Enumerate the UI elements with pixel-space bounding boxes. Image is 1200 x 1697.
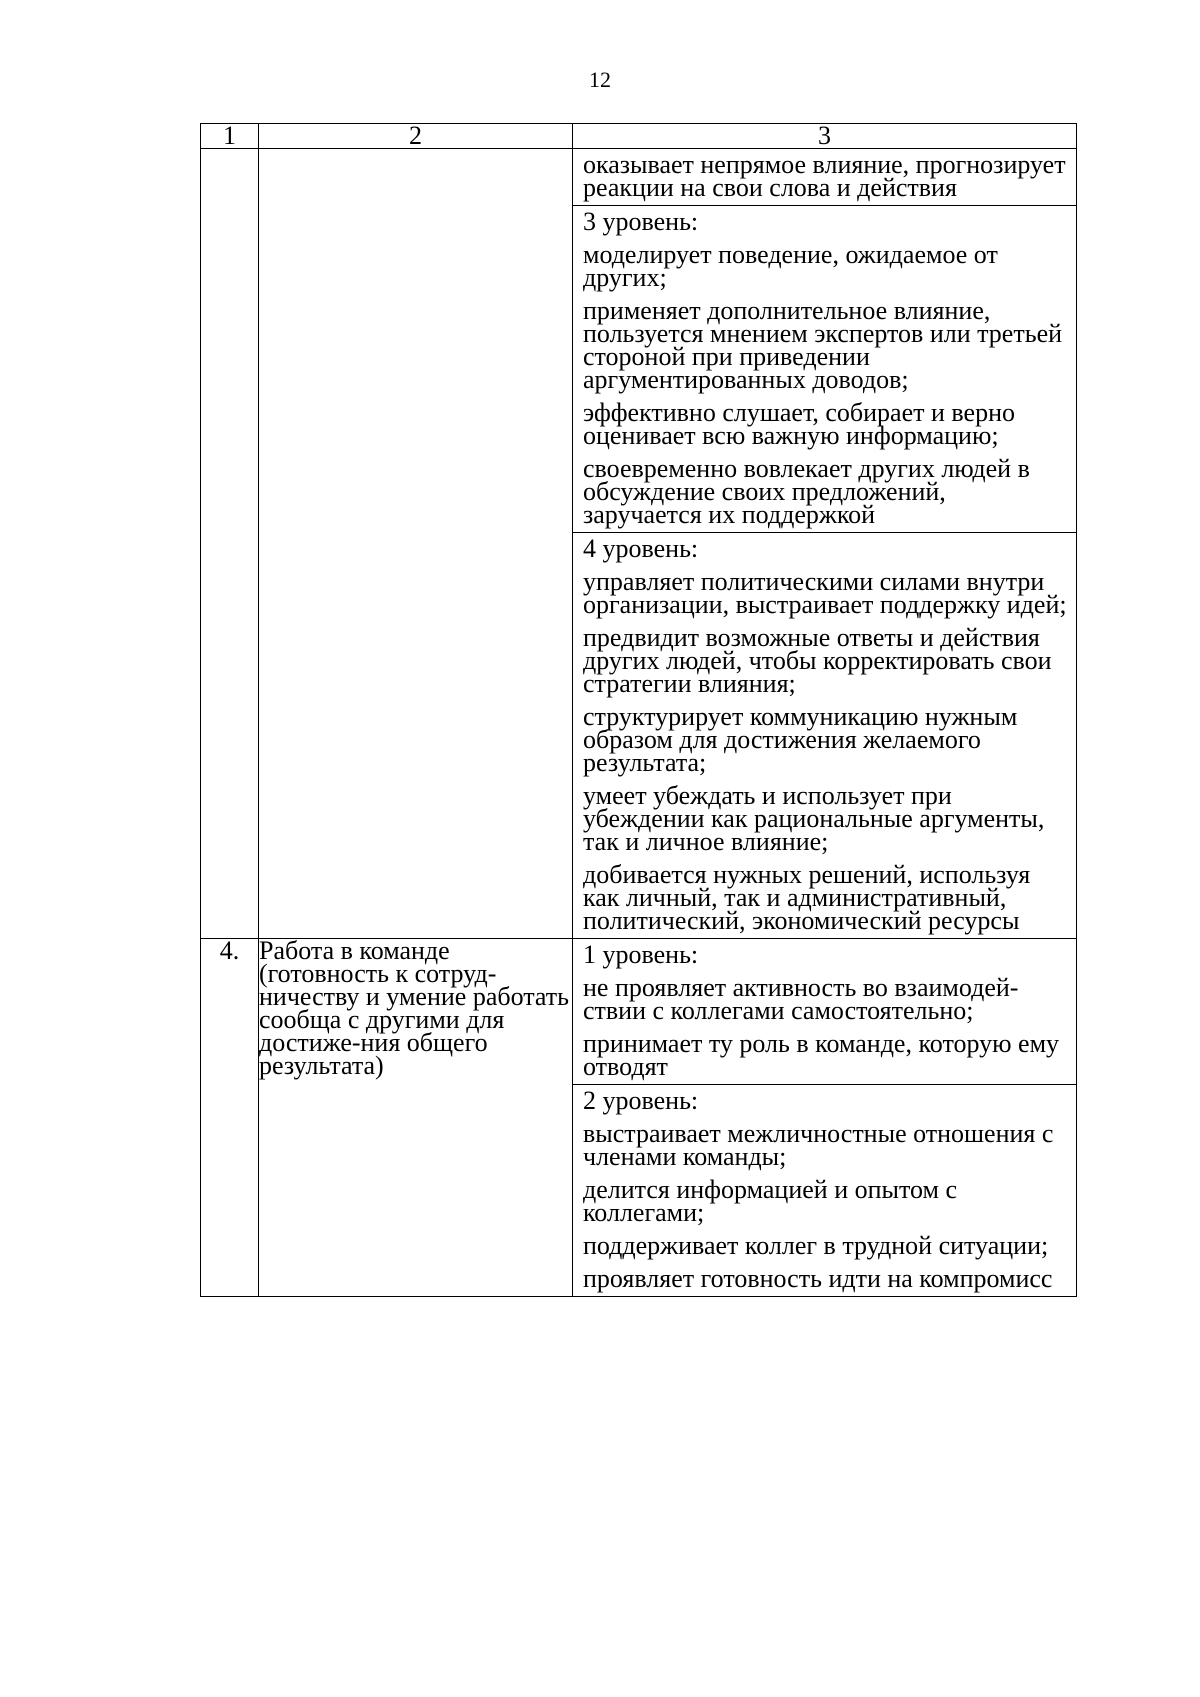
level-item: проявляет готовность идти на компромисс	[583, 1264, 1053, 1293]
competency-table	[200, 123, 1077, 1297]
level-item: эффективно слушает, собирает и верно оценивает всю важную информацию;	[583, 398, 1015, 450]
level-item: моделирует поведение, ожидаемое от других;	[583, 240, 998, 292]
table-row-continued-first	[201, 149, 1077, 206]
level-item: делится информацией и опытом с коллегами;	[583, 1175, 958, 1227]
level-cell	[573, 149, 1077, 206]
level-item: своевременно вовлекает других людей в обсуждение своих предложений, заручается их поддержкой	[583, 454, 1030, 529]
level-cell	[573, 206, 1077, 533]
level-block	[573, 533, 1076, 938]
level-cell	[573, 533, 1077, 939]
level-title: 1 уровень:	[583, 940, 699, 969]
level-cell	[573, 939, 1077, 1085]
competency-name: Работа в команде (готовность к сотруд-ничеству и умение работать сообща с другими для достиже-ния общего результата)	[259, 939, 573, 1297]
table-row-4	[201, 939, 1077, 1085]
column-header-number: 1	[201, 124, 259, 149]
level-item: применяет дополнительное влияние, пользуется мнением экспертов или третьей стороной при приведении аргументированных доводов;	[583, 296, 1063, 394]
level-item: предвидит возможные ответы и действия других людей, чтобы корректировать свои стратегии влияния;	[583, 623, 1052, 698]
level-title: 4 уровень:	[583, 534, 699, 563]
level-block	[573, 1085, 1076, 1296]
page-number: 12	[589, 67, 611, 92]
level-item: принимает ту роль в команде, которую ему отводят	[583, 1029, 1060, 1081]
level-item: оказывает непрямое влияние, прогнозирует реакции на свои слова и действия	[583, 150, 1066, 202]
level-item: добивается нужных решений, используя как личный, так и административный, политический, экономический ресурсы	[583, 860, 1031, 935]
level-block	[573, 939, 1076, 1084]
level-item: структурирует коммуникацию нужным образом для достижения желаемого результата;	[583, 702, 1018, 777]
level-cell	[573, 1085, 1077, 1297]
level-title: 2 уровень:	[583, 1086, 699, 1115]
level-item: выстраивает межличностные отношения с членами команды;	[583, 1119, 1054, 1171]
level-item: поддерживает коллег в трудной ситуации;	[583, 1231, 1049, 1260]
column-header-levels: 3	[573, 124, 1077, 149]
name-cell-continued	[259, 149, 573, 939]
level-item: умеет убеждать и использует при убеждении как рациональные аргументы, так и личное влияние;	[583, 781, 1045, 856]
level-item: не проявляет активность во взаимодей-ствии с коллегами самостоятельно;	[583, 973, 1019, 1025]
level-block	[573, 149, 1076, 205]
level-item: управляет политическими силами внутри организации, выстраивает поддержку идей;	[583, 567, 1067, 619]
level-block	[573, 206, 1076, 532]
level-title: 3 уровень:	[583, 207, 699, 236]
number-cell-continued	[201, 149, 259, 939]
table-header-row	[201, 124, 1077, 149]
row-number: 4.	[201, 939, 259, 1297]
column-header-name: 2	[259, 124, 573, 149]
